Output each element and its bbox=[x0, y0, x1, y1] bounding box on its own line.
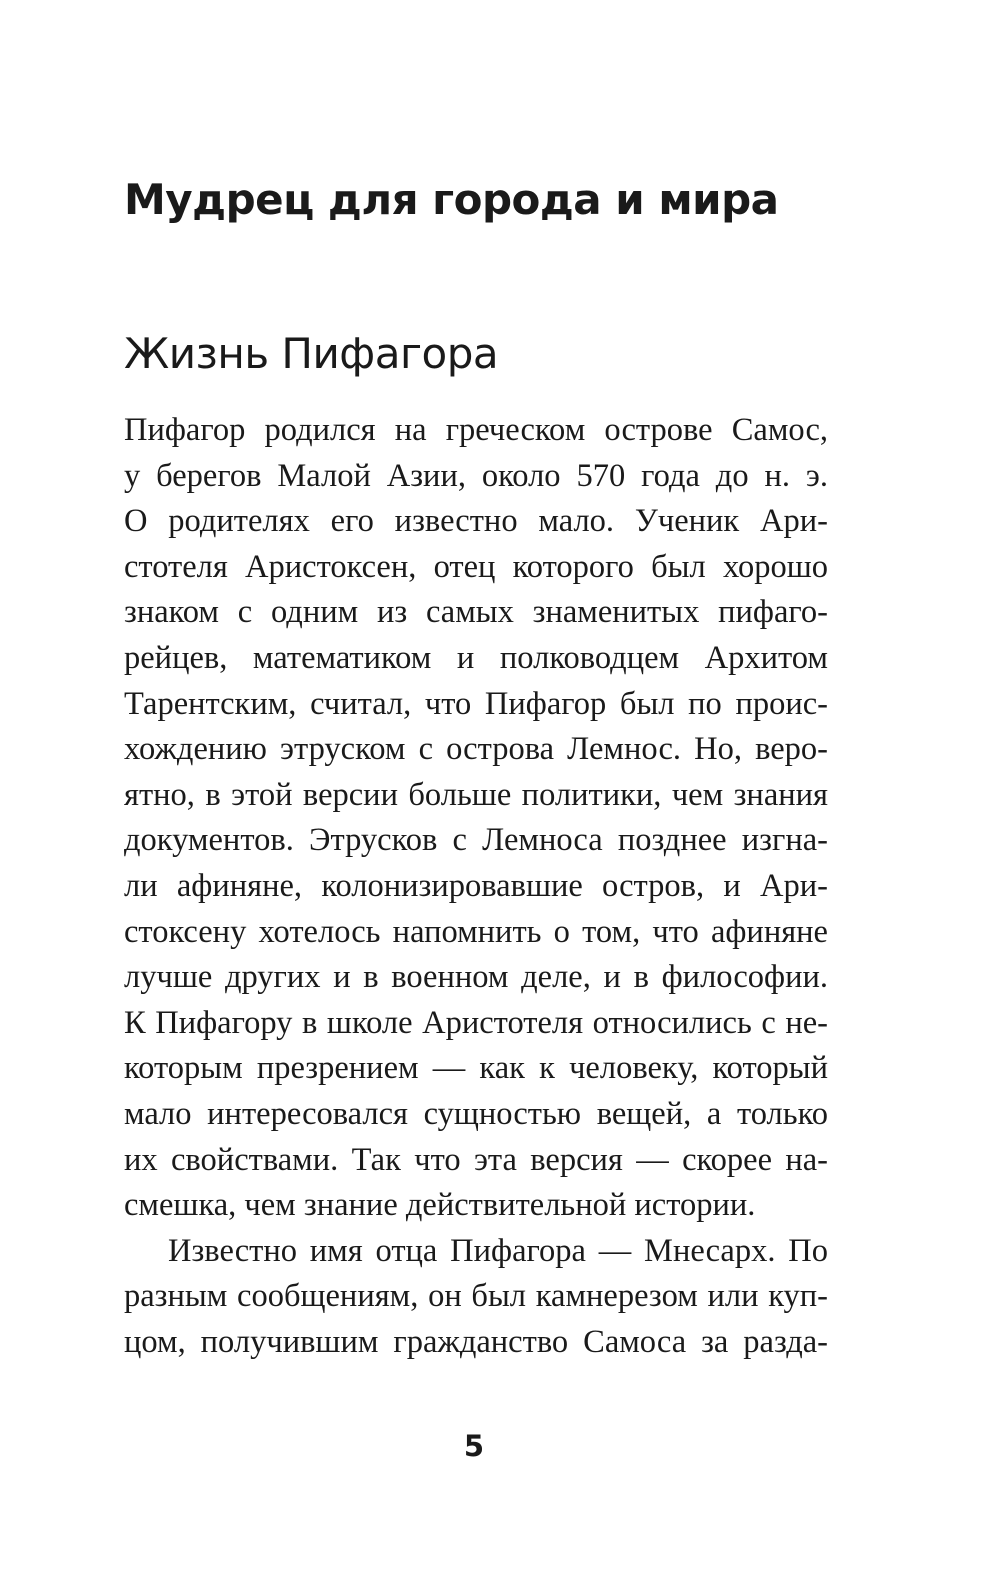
text-line: К Пифагору в школе Аристотеля относились с не- bbox=[124, 1004, 828, 1041]
section-title: Жизнь Пифагора bbox=[124, 329, 499, 378]
text-line: цом, получившим гражданство Самоса за разда- bbox=[124, 1323, 828, 1360]
text-line: ятно, в этой версии больше политики, чем знания bbox=[124, 776, 828, 813]
text-line: Известно имя отца Пифагора — Мнесарх. По bbox=[168, 1232, 828, 1269]
text-line: О родителях его известно мало. Ученик Ари- bbox=[124, 503, 828, 540]
text-line: рейцев, математиком и полководцем Архитом bbox=[124, 639, 828, 676]
text-line: лучше других и в военном деле, и в философии. bbox=[124, 959, 828, 996]
text-line: документов. Этрусков с Лемноса позднее изгна- bbox=[124, 822, 828, 859]
text-line: их свойствами. Так что эта версия — скорее на- bbox=[124, 1141, 828, 1178]
chapter-title: Мудрец для города и мира bbox=[124, 175, 779, 224]
text-line: стотеля Аристоксен, отец которого был хорошо bbox=[124, 548, 828, 585]
text-line: хождению этруском с острова Лемнос. Но, веро- bbox=[124, 731, 828, 768]
text-line: стоксену хотелось напомнить о том, что афиняне bbox=[124, 913, 828, 950]
body-text bbox=[124, 408, 828, 1365]
text-line: знаком с одним из самых знаменитых пифаго- bbox=[124, 594, 828, 631]
page-number: 5 bbox=[463, 1429, 485, 1463]
text-line: которым презрением — как к человеку, который bbox=[124, 1050, 828, 1087]
text-line: разным сообщениям, он был камнерезом или куп- bbox=[124, 1278, 828, 1315]
text-line: смешка, чем знание действительной истории. bbox=[124, 1187, 756, 1224]
text-line: у берегов Малой Азии, около 570 года до н. э. bbox=[124, 457, 828, 494]
text-line: Тарентским, считал, что Пифагор был по проис- bbox=[124, 685, 828, 722]
text-line: Пифагор родился на греческом острове Самос, bbox=[124, 412, 828, 448]
text-line: мало интересовался сущностью вещей, а только bbox=[124, 1095, 828, 1132]
text-line: ли афиняне, колонизировавшие остров, и Ари- bbox=[124, 867, 828, 904]
